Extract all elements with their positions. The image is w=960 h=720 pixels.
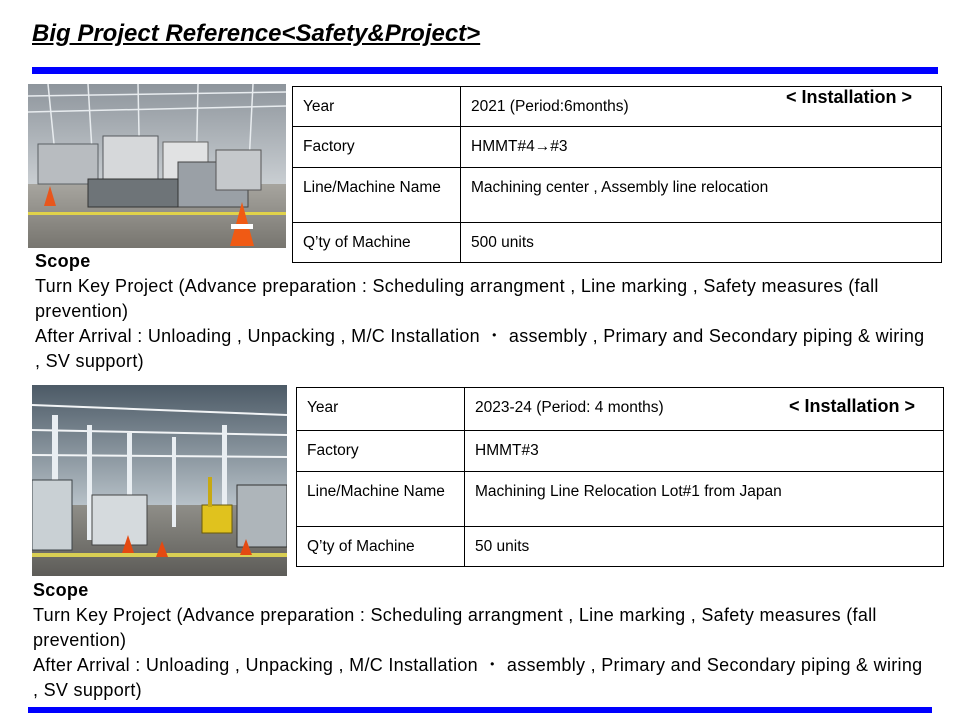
row-value: HMMT#4→#3: [461, 127, 942, 168]
table-row: [297, 431, 944, 472]
scope-heading: Scope: [35, 251, 91, 271]
installation-tag: < Installation >: [789, 396, 916, 416]
project-1-scope: [35, 249, 925, 374]
row-label: Q’ty of Machine: [297, 527, 465, 567]
row-value: 2023-24 (Period: 4 months): [465, 388, 944, 431]
project-1-table: [292, 86, 942, 263]
row-label: Factory: [297, 431, 465, 472]
row-value: 2021 (Period:6months): [461, 87, 942, 127]
row-label: Year: [293, 87, 461, 127]
page-title: Big Project Reference<Safety&Project>: [32, 20, 481, 47]
installation-tag: < Installation >: [786, 87, 913, 107]
row-value: 500 units: [461, 223, 942, 263]
scope-line: After Arrival : Unloading , Unpacking , M/C Installation ・ assembly , Primary and Secondary piping & wiring , SV support): [33, 655, 923, 700]
project-2-scope: [33, 578, 923, 703]
row-value: Machining Line Relocation Lot#1 from Japan: [465, 472, 944, 527]
row-label: Year: [297, 388, 465, 431]
row-label: Q’ty of Machine: [293, 223, 461, 263]
row-label: Factory: [293, 127, 461, 168]
row-value: Machining center , Assembly line relocation: [461, 168, 942, 223]
row-label: Line/Machine Name: [293, 168, 461, 223]
scope-line: Turn Key Project (Advance preparation : Scheduling arrangment , Line marking , Safety measures (fall prevention): [35, 276, 879, 321]
scope-heading: Scope: [33, 580, 89, 600]
row-value: HMMT#3: [465, 431, 944, 472]
project-1-photo: [28, 84, 286, 248]
table-row: [293, 168, 942, 223]
table-row: [293, 127, 942, 168]
project-2-photo: [32, 385, 287, 576]
row-label: Line/Machine Name: [297, 472, 465, 527]
scope-line: Turn Key Project (Advance preparation : Scheduling arrangment , Line marking , Safety measures (fall prevention): [33, 605, 877, 650]
title-divider: [32, 67, 938, 74]
table-row: [297, 472, 944, 527]
scope-line: After Arrival : Unloading , Unpacking , M/C Installation ・ assembly , Primary and Secondary piping & wiring , SV support): [35, 326, 925, 371]
table-row: [297, 527, 944, 567]
row-value: 50 units: [465, 527, 944, 567]
footer-divider: [28, 707, 932, 713]
